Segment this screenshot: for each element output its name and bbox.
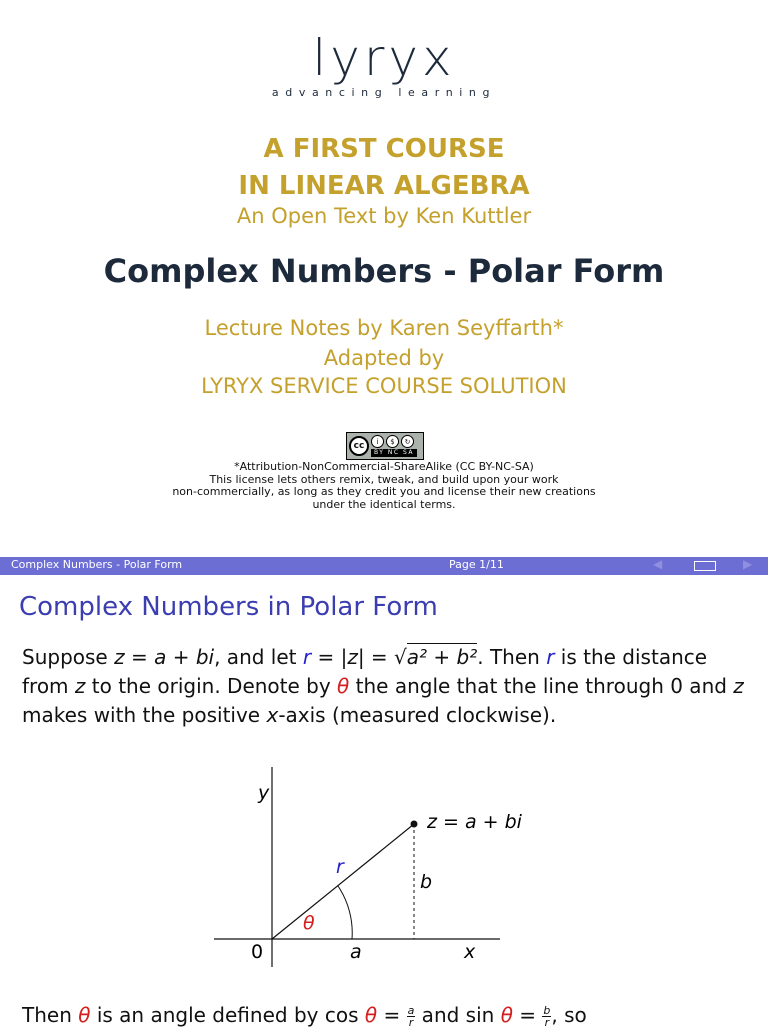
math-r: r <box>546 645 555 669</box>
logo-tagline: advancing learning <box>271 86 497 99</box>
fraction-denominator: r <box>408 1016 414 1029</box>
x-axis-label: x <box>464 941 476 963</box>
fraction-numerator: a <box>407 1004 415 1017</box>
license-line: under the identical terms. <box>312 497 456 511</box>
license-line: This license lets others remix, tweak, and build upon your work <box>209 472 559 486</box>
page-indicator: Page 1/11 <box>449 558 504 571</box>
text: , so <box>551 1003 587 1027</box>
a-label: a <box>350 941 362 963</box>
navbar-title: Complex Numbers - Polar Form <box>11 558 183 571</box>
point-z-label: z = a + bi <box>427 811 522 833</box>
sharealike-icon: ↻ <box>401 435 414 448</box>
y-axis-label: y <box>258 782 270 804</box>
text: = | <box>311 645 348 669</box>
fraction-denominator: r <box>544 1016 550 1029</box>
course-subtitle: An Open Text by Ken Kuttler <box>236 204 532 228</box>
text: = <box>377 1003 407 1027</box>
math-z: z <box>733 674 744 698</box>
license-line: non-commercially, as long as they credit you and license their new creations <box>172 485 596 498</box>
attribution-icon: i <box>371 435 384 448</box>
text: is an angle defined by cos <box>90 1003 365 1027</box>
frame-navigation-icon[interactable] <box>694 561 716 571</box>
cc-icon: cc <box>349 436 369 456</box>
fraction-numerator: b <box>543 1004 551 1017</box>
cc-badge-label: BY NC SA <box>371 449 417 457</box>
course-title-line1: A FIRST COURSE <box>263 134 505 164</box>
presentation-title: Complex Numbers - Polar Form <box>103 252 665 290</box>
math-x: x <box>266 703 279 727</box>
prev-slide-icon[interactable]: ◀ <box>653 557 663 571</box>
b-label: b <box>420 871 433 893</box>
slide-navigation-bar <box>0 557 768 575</box>
cc-license-badge <box>346 432 424 460</box>
license-line: *Attribution-NonCommercial-ShareAlike (CC BY-NC-SA) <box>234 460 534 473</box>
text: = <box>124 645 155 669</box>
text: is the distance from <box>22 645 708 698</box>
next-slide-icon[interactable]: ▶ <box>743 557 753 571</box>
angle-arc <box>338 886 352 939</box>
notes-author: Lecture Notes by Karen Seyffarth* <box>204 316 564 340</box>
theta-label: θ <box>303 912 315 934</box>
text: . Then <box>477 645 547 669</box>
course-title-line2: IN LINEAR ALGEBRA <box>238 171 530 201</box>
text: the angle that the line through 0 and <box>349 674 734 698</box>
math-theta: θ <box>364 1003 378 1027</box>
math-radicand: a² + b² <box>406 645 478 669</box>
math-r: r <box>302 645 312 669</box>
text: , and let <box>214 645 303 669</box>
text: + <box>166 645 196 669</box>
angle-definition-line <box>22 1003 587 1028</box>
logo-wordmark: lyryx <box>312 29 456 87</box>
math-z: z <box>74 674 86 698</box>
text: Then <box>22 1003 79 1027</box>
point-z <box>411 821 418 828</box>
math-theta: θ <box>78 1003 91 1027</box>
text: and sin <box>415 1003 501 1027</box>
content-slide <box>0 575 768 1029</box>
math-z: z <box>114 645 125 669</box>
math-bi: bi <box>195 645 215 669</box>
notes-adapted-by: Adapted by <box>323 346 445 370</box>
math-theta: θ <box>500 1003 513 1027</box>
origin-label: 0 <box>251 941 264 963</box>
text: = <box>512 1003 543 1027</box>
text: makes with the positive <box>22 703 267 727</box>
text: Suppose <box>22 645 115 669</box>
math-a: a <box>154 645 167 669</box>
lyryx-logo <box>0 30 768 99</box>
radius-line <box>272 824 414 939</box>
polar-form-diagram <box>0 575 768 1024</box>
math-theta: θ <box>337 674 350 698</box>
license-text <box>0 461 768 511</box>
notes-adapter: LYRYX SERVICE COURSE SOLUTION <box>201 374 567 398</box>
r-label: r <box>336 856 344 878</box>
math-z: z <box>347 645 358 669</box>
text: to the origin. Denote by <box>85 674 338 698</box>
sqrt-symbol: | = √ <box>357 645 407 669</box>
frame-title: Complex Numbers in Polar Form <box>19 592 438 622</box>
text: -axis (measured clockwise). <box>278 703 557 727</box>
noncommercial-icon: $ <box>386 435 399 448</box>
